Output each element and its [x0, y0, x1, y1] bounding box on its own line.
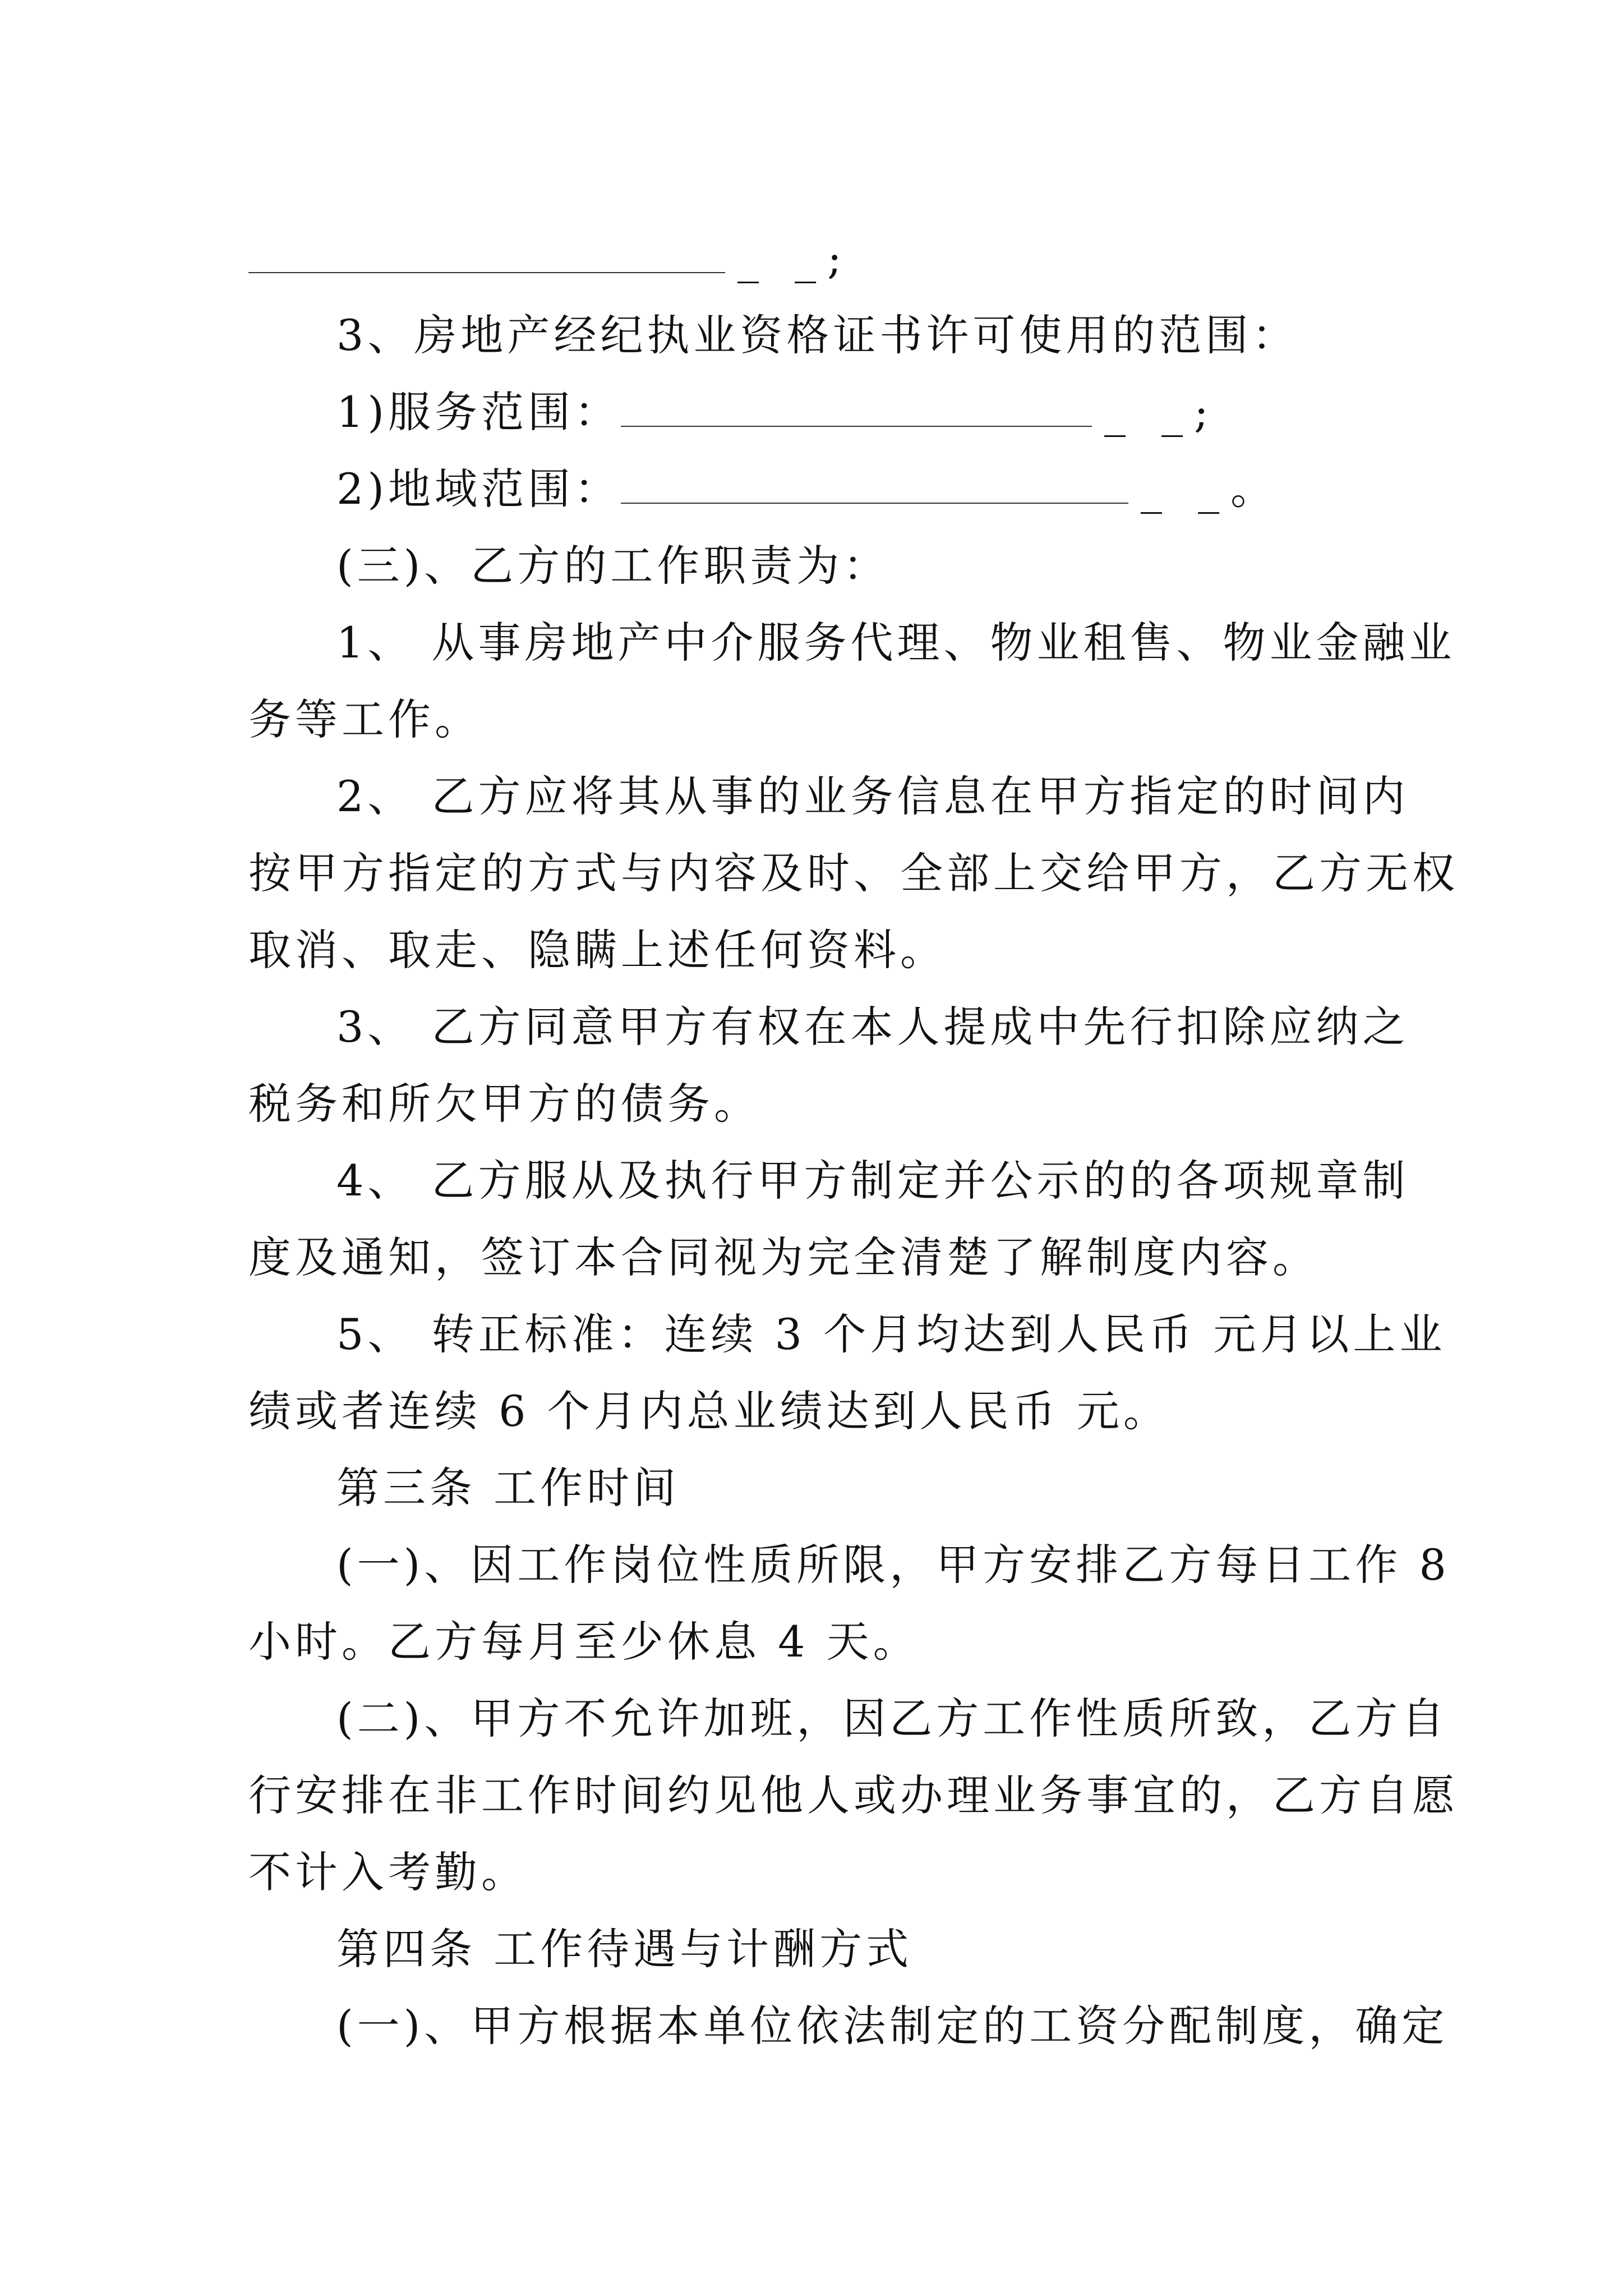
- text-line-13: 4、 乙方服从及执行甲方制定并公示的的各项规章制: [336, 1156, 1409, 1205]
- text-line-21: 行安排在非工作时间约见他人或办理业务事宜的，乙方自愿: [248, 1770, 1459, 1820]
- text-line-19: 小时。乙方每月至少休息 4 天。: [248, 1617, 920, 1667]
- contract-text: [248, 220, 1459, 2064]
- service-scope-blank: [621, 392, 1092, 427]
- blank-tail: _ _;: [737, 233, 853, 283]
- text-line-5: (三)、乙方的工作职责为：: [336, 541, 890, 591]
- text-line-22: 不计入考勤。: [248, 1847, 528, 1897]
- text-line-12: 税务和所欠甲方的债务。: [248, 1079, 760, 1129]
- section-heading-4: 第四条 工作待遇与计酬方式: [336, 1924, 913, 1974]
- text-line-8: 2、 乙方应将其从事的业务信息在甲方指定的时间内: [336, 771, 1409, 821]
- text-line-10: 取消、取走、隐瞒上述任何资料。: [248, 925, 947, 975]
- text-line-16: 绩或者连续 6 个月内总业绩达到人民币 元。: [248, 1386, 1170, 1436]
- text-line-9: 按甲方指定的方式与内容及时、全部上交给甲方，乙方无权: [248, 848, 1459, 898]
- text-line-15: 5、 转正标准：连续 3 个月均达到人民币 元月以上业: [336, 1309, 1446, 1359]
- text-line-14: 度及通知，签订本合同视为完全清楚了解制度内容。: [248, 1232, 1319, 1282]
- region-scope-label: 2)地域范围：: [336, 464, 621, 514]
- text-line-3: [248, 374, 1387, 450]
- text-line-6: 1、 从事房地产中介服务代理、物业租售、物业金融业: [336, 618, 1456, 668]
- text-line-24: (一)、甲方根据本单位依法制定的工资分配制度，确定: [336, 2001, 1449, 2051]
- blank-tail: _ _。: [1141, 464, 1285, 514]
- text-line-18: (一)、因工作岗位性质所限，甲方安排乙方每日工作 8: [336, 1540, 1450, 1590]
- region-scope-blank: [621, 469, 1128, 504]
- text-line-1: [248, 220, 1387, 297]
- service-scope-label: 1)服务范围：: [336, 387, 621, 437]
- section-heading-3: 第三条 工作时间: [336, 1463, 680, 1513]
- fill-in-blank: [248, 238, 725, 273]
- text-line-2: 3、房地产经纪执业资格证书许可使用的范围：: [336, 310, 1299, 360]
- text-line-7: 务等工作。: [248, 694, 481, 744]
- text-line-4: [248, 450, 1387, 527]
- text-line-20: (二)、甲方不允许加班，因乙方工作性质所致，乙方自: [336, 1694, 1449, 1743]
- blank-tail: _ _;: [1104, 387, 1220, 437]
- text-line-11: 3、 乙方同意甲方有权在本人提成中先行扣除应纳之: [336, 1002, 1409, 1052]
